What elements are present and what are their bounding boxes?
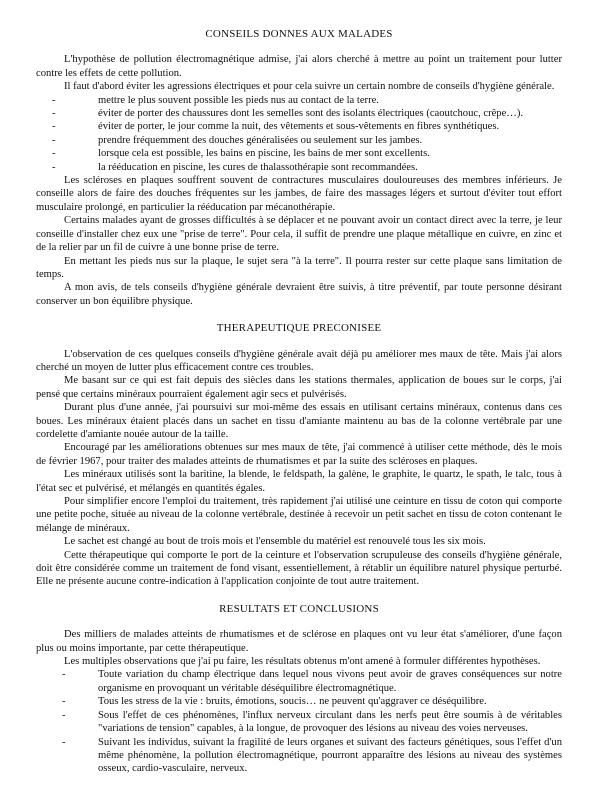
list-item-text: la rééducation en piscine, les cures de thalassothérapie sont recommandées.	[98, 161, 418, 173]
section-therapeutique	[36, 322, 562, 589]
paragraph: L'observation de ces quelques conseils d'hygiène générale avait déjà pu améliorer mes maux de tête. Mais j'ai alors cherché un moyen de lutter plus efficacement contre ces troubles.	[36, 348, 562, 373]
bullet-dash: -	[62, 696, 66, 708]
paragraph: Encouragé par les améliorations obtenues sur mes maux de tête, j'ai commencé à utiliser cette méthode, dès le mois de février 1967, pour traiter des malades atteints de rhumatismes et par la suite des scléroses en plaques.	[36, 442, 562, 467]
bullet-dash: -	[52, 161, 56, 173]
paragraph: Le sachet est changé au bout de trois mois et l'ensemble du matériel est renouvelé tous les six mois.	[64, 536, 486, 548]
bullet-dash: -	[52, 134, 56, 146]
list-item	[36, 161, 562, 174]
list-item-text: Tous les stress de la vie : bruits, émotions, soucis… ne peuvent qu'aggraver ce déséquilibre.	[98, 696, 487, 708]
list-item-text: éviter de porter, le jour comme la nuit, des vêtements et sous-vêtements en fibres synthétiques.	[98, 121, 500, 133]
hypotheses-list	[36, 668, 562, 775]
bullet-dash: -	[52, 121, 56, 133]
bullet-dash: -	[62, 709, 66, 721]
paragraph: Durant plus d'une année, j'ai poursuivi sur moi-même des essais en utilisant certains minéraux, contenus dans ces boues. Les minéraux étaient placés dans un sachet en tissu d'amiante maintenu au bas de la colonne vertébrale par une cordelette d'amiante nouée autour de la taille.	[36, 402, 562, 440]
paragraph: Il faut d'abord éviter les agressions électriques et pour cela suivre un certain nombre de conseils d'hygiène générale.	[64, 81, 555, 93]
paragraph: Les scléroses en plaques souffrent souvent de contractures musculaires douloureuses des membres inférieurs. Je conseille alors de faire des douches fréquentes sur les jambes, de faire des massages légers et surtout d'éviter tout effort musculaire prolongé, en particulier la rééducation par mécanothérapie.	[36, 175, 562, 213]
bullet-dash: -	[52, 148, 56, 160]
paragraph: Pour simplifier encore l'emploi du traitement, très rapidement j'ai utilisé une ceinture en tissu de coton qui comporte une petite poche, située au niveau de la colonne vertébrale, destinée à recevoir un petit sachet en tissu de coton contenant le mélange de minéraux.	[36, 496, 562, 534]
list-item	[36, 94, 562, 107]
paragraph: En mettant les pieds nus sur la plaque, le sujet sera "à la terre". Il pourra rester sur cette plaque sans limitation de temps.	[36, 255, 562, 280]
list-item	[36, 695, 562, 708]
list-item-text: prendre fréquemment des douches généralisées ou seulement sur les jambes.	[98, 134, 423, 146]
paragraph: Cette thérapeutique qui comporte le port de la ceinture et l'observation scrupuleuse des conseils d'hygiène générale, doit être considérée comme un traitement de fond visant, essentiellement, à rétablir un équilibre naturel physique perturbé. Elle ne présente aucune contre-indication à l'application conjointe de tout autre traitement.	[36, 549, 562, 588]
paragraph: Certains malades ayant de grosses difficultés à se déplacer et ne pouvant avoir un contact direct avec la terre, je leur conseille d'installer chez eux une "prise de terre". Pour cela, il suffit de prendre une plaque métallique en cuivre, en zinc et de la relier par un fil de cuivre à une bonne prise de terre.	[36, 215, 562, 254]
section-title-resultats: RESULTATS ET CONCLUSIONS	[219, 602, 379, 615]
list-item	[36, 120, 562, 133]
paragraph: Les multiples observations que j'ai pu faire, les résultats obtenus m'ont amené à formuler différentes hypothèses.	[64, 656, 541, 668]
paragraph: L'hypothèse de pollution électromagnétique admise, j'ai alors cherché à mettre au point un traitement pour lutter contre les effets de cette pollution.	[36, 54, 562, 79]
list-item-text: mettre le plus souvent possible les pieds nus au contact de la terre.	[98, 94, 379, 106]
section-conseils	[36, 28, 562, 308]
paragraph: Des milliers de malades atteints de rhumatismes et de sclérose en plaques ont vu leur état s'améliorer, d'une façon plus ou moins importante, par cette thérapeutique.	[36, 629, 562, 654]
list-item	[36, 668, 562, 695]
section-title-conseils: CONSEILS DONNES AUX MALADES	[205, 28, 393, 40]
list-item-text: éviter de porter des chaussures dont les semelles sont des isolants électriques (caoutchouc, crêpe…).	[98, 108, 524, 120]
list-item-text: Suivant les individus, suivant la fragilité de leurs organes et suivant des facteurs génétiques, sous l'effet d'un même phénomène, la pollution électromagnétique, pourront apparaître des lésions au niveau des systèmes osseux, cardio-vasculaire, nerveux.	[98, 736, 562, 775]
list-item	[36, 736, 562, 776]
bullet-dash: -	[62, 736, 66, 748]
list-item-text: Sous l'effet de ces phénomènes, l'influx nerveux circulant dans les nerfs peut être soumis à de véritables "variations de tension" capables, à la longue, de provoquer des lésions au niveau des voies nerveuses.	[98, 709, 562, 735]
advice-list	[36, 94, 562, 174]
list-item	[36, 147, 562, 160]
bullet-dash: -	[62, 669, 66, 681]
list-item	[36, 709, 562, 736]
paragraph: A mon avis, de tels conseils d'hygiène générale devraient être suivis, à titre préventif, par toute personne désirant conserver un bon équilibre physique.	[36, 282, 562, 307]
bullet-dash: -	[52, 94, 56, 106]
list-item-text: lorsque cela est possible, les bains en piscine, les bains de mer sont excellents.	[98, 148, 430, 160]
list-item-text: Toute variation du champ électrique dans lequel nous vivons peut avoir de graves conséquences sur notre organisme en provoquant un véritable déséquilibre électromagnétique.	[98, 669, 562, 694]
list-item	[36, 107, 562, 120]
list-item	[36, 134, 562, 147]
paragraph: Me basant sur ce qui est fait depuis des siècles dans les stations thermales, application de boues sur le corps, j'ai pensé que certains minéraux pourraient également agir secs et pulvérisés.	[36, 375, 562, 400]
paragraph: Les minéraux utilisés sont la baritine, la blende, le feldspath, la galène, le graphite, le quartz, le spath, le talc, tous à l'état sec et pulvérisé, et mélangés en quantités égales.	[36, 469, 562, 494]
section-resultats	[36, 603, 562, 776]
bullet-dash: -	[52, 108, 56, 120]
section-title-therapeutique: THERAPEUTIQUE PRECONISEE	[216, 322, 382, 335]
